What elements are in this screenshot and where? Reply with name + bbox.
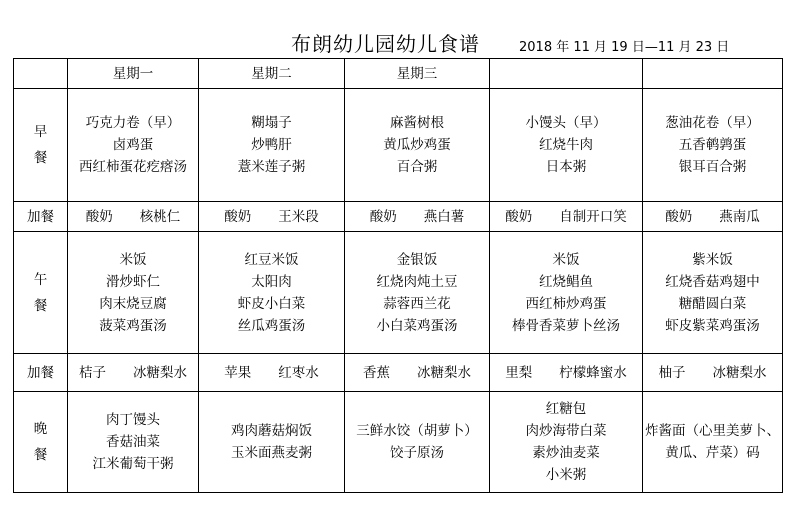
dish-item: 红烧香菇鸡翅中: [665, 273, 760, 290]
meal-label-text: 午: [33, 271, 48, 288]
dish-item: 黄瓜炒鸡蛋: [383, 137, 451, 153]
meal-label: [14, 89, 68, 202]
dish-item: 百合粥: [396, 159, 438, 175]
menu-cell: [490, 354, 643, 392]
menu-cell: [345, 202, 490, 232]
meal-row: [14, 392, 783, 493]
dish-item: 桔子 冰糖梨水: [79, 364, 187, 381]
dish-item: 葱油花卷（早）: [665, 115, 760, 131]
dish-item: 小米粥: [545, 467, 587, 483]
dish-item: 菠菜鸡蛋汤: [99, 317, 167, 334]
dish-item: 黄瓜、芹菜）码: [665, 445, 760, 461]
dish-item: 太阳肉: [251, 273, 292, 290]
dish-item: 酸奶 燕白薯: [369, 208, 465, 225]
dish-item: 三鲜水饺（胡萝卜）: [356, 423, 478, 439]
menu-cell: [199, 89, 345, 202]
dish-item: 虾皮小白菜: [237, 295, 306, 312]
day-header-row: [14, 59, 783, 89]
meal-label-text: 早: [33, 124, 48, 140]
menu-cell: [643, 392, 783, 493]
day-header: 星期一: [68, 59, 199, 89]
menu-cell: [68, 232, 199, 354]
meal-row: [14, 89, 783, 202]
dish-item: 香菇油菜: [106, 434, 160, 450]
dish-item: 肉丁馒头: [106, 412, 160, 428]
dish-item: 小馒头（早）: [525, 115, 607, 131]
menu-cell: [68, 392, 199, 493]
dish-item: 巧克力卷（早）: [85, 115, 181, 131]
menu-cell: [68, 354, 199, 392]
menu-cell: [643, 232, 783, 354]
meal-label-text: 加餐: [27, 364, 54, 381]
dish-item: 红糖包: [545, 401, 587, 417]
menu-cell: [643, 89, 783, 202]
dish-item: 玉米面燕麦粥: [231, 445, 312, 461]
day-header: 星期三: [345, 59, 490, 89]
dish-item: 糊塌子: [251, 115, 292, 131]
menu-cell: [643, 202, 783, 232]
dish-item: 酸奶 燕南瓜: [665, 208, 760, 225]
day-header: 星期二: [199, 59, 345, 89]
date-range: 2018 年 11 月 19 日—11 月 23 日: [519, 40, 730, 55]
corner-cell: [14, 59, 68, 89]
menu-cell: [345, 392, 490, 493]
menu-cell: [490, 202, 643, 232]
dish-item: 五香鹌鹑蛋: [678, 137, 747, 153]
dish-item: 酸奶 自制开口笑: [505, 208, 627, 225]
dish-item: 香蕉 冰糖梨水: [363, 364, 471, 381]
dish-item: 薏米莲子粥: [237, 159, 306, 175]
page-title: 布朗幼儿园幼儿食谱: [291, 32, 480, 56]
day-header: [490, 59, 643, 89]
menu-table: [13, 58, 783, 493]
menu-cell: [490, 232, 643, 354]
dish-item: 鸡肉蘑菇焖饭: [231, 423, 312, 439]
meal-label-text: 加餐: [27, 208, 54, 225]
dish-item: 炒鸭肝: [251, 137, 292, 153]
day-header: [643, 59, 783, 89]
dish-item: 糖醋圆白菜: [678, 295, 747, 312]
dish-item: 蒜蓉西兰花: [383, 295, 451, 312]
dish-item: 滑炒虾仁: [106, 273, 160, 290]
meal-label-text: 餐: [33, 447, 48, 463]
meal-label: [14, 202, 68, 232]
dish-item: 紫米饭: [692, 251, 733, 268]
dish-item: 日本粥: [545, 159, 587, 175]
dish-item: 肉末烧豆腐: [99, 295, 167, 312]
meal-label-text: 晚: [33, 421, 48, 437]
dish-item: 酸奶 核桃仁: [85, 208, 181, 225]
meal-label: [14, 232, 68, 354]
dish-item: 西红柿炒鸡蛋: [525, 295, 607, 312]
dish-item: 红豆米饭: [244, 251, 299, 268]
menu-cell: [490, 392, 643, 493]
menu-cell: [345, 354, 490, 392]
menu-cell: [199, 392, 345, 493]
dish-item: 肉炒海带白菜: [525, 423, 607, 439]
menu-cell: [68, 89, 199, 202]
menu-cell: [490, 89, 643, 202]
menu-cell: [199, 232, 345, 354]
menu-cell: [68, 202, 199, 232]
meal-label-text: 餐: [33, 297, 48, 314]
dish-item: 米饭: [119, 251, 147, 268]
dish-item: 卤鸡蛋: [112, 137, 154, 153]
meal-row: [14, 232, 783, 354]
menu-cell: [345, 232, 490, 354]
dish-item: 江米葡萄干粥: [92, 456, 174, 472]
dish-item: 米饭: [552, 251, 580, 268]
menu-body: [14, 59, 783, 493]
dish-item: 棒骨香菜萝卜丝汤: [512, 317, 620, 334]
dish-item: 银耳百合粥: [678, 159, 747, 175]
dish-item: 西红柿蛋花疙瘩汤: [79, 159, 187, 175]
dish-item: 炸酱面（心里美萝卜、: [645, 423, 780, 439]
dish-item: 红烧牛肉: [539, 137, 593, 153]
meal-label: [14, 354, 68, 392]
dish-item: 饺子原汤: [390, 445, 444, 461]
menu-cell: [643, 354, 783, 392]
dish-item: 里梨 柠檬蜂蜜水: [505, 364, 627, 381]
dish-item: 虾皮紫菜鸡蛋汤: [665, 317, 760, 334]
dish-item: 素炒油麦菜: [532, 445, 600, 461]
dish-item: 柚子 冰糖梨水: [658, 364, 767, 381]
dish-item: 金银饭: [396, 251, 438, 268]
dish-item: 酸奶 王米段: [224, 208, 319, 225]
dish-item: 丝瓜鸡蛋汤: [237, 317, 306, 334]
menu-cell: [199, 202, 345, 232]
meal-row: [14, 354, 783, 392]
dish-item: 小白菜鸡蛋汤: [376, 317, 458, 334]
menu-cell: [345, 89, 490, 202]
meal-label-text: 餐: [33, 150, 48, 166]
meal-label: [14, 392, 68, 493]
dish-item: 红烧鲳鱼: [539, 273, 593, 290]
dish-item: 红烧肉炖土豆: [376, 273, 458, 290]
meal-row: [14, 202, 783, 232]
menu-cell: [199, 354, 345, 392]
dish-item: 麻酱树根: [390, 115, 444, 131]
dish-item: 苹果 红枣水: [224, 364, 319, 381]
